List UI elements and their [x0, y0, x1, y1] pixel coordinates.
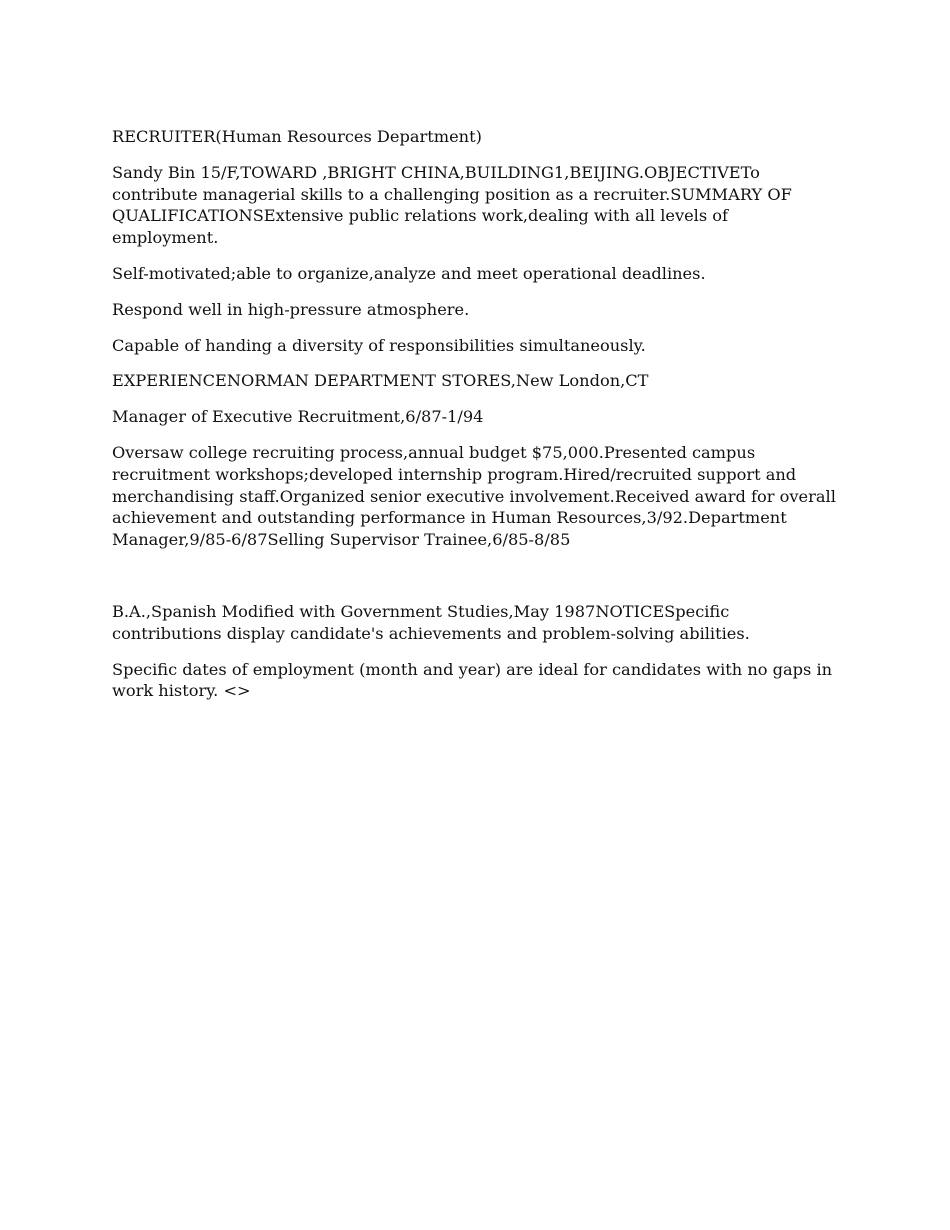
experience-heading: EXPERIENCENORMAN DEPARTMENT STORES,New London,CT [112, 371, 649, 391]
qualification-item: Respond well in high-pressure atmosphere. [112, 299, 470, 319]
job-description-paragraph: Oversaw college recruiting process,annual budget $75,000.Presented campus recruitment workshops;developed internship program.Hired/recruited support and merchandising staff.Organized senior executive involvement.Received award for overall achievement and outstanding performance in Human Resources,3/92.Department Manager,9/85-6/87Selling Supervisor Trainee,6/85-8/85 [112, 442, 836, 550]
contact-objective-summary-paragraph: Sandy Bin 15/F,TOWARD ,BRIGHT CHINA,BUILDING1,BEIJING.OBJECTIVETo contribute managerial skills to a challenging position as a recruiter.SUMMARY OF QUALIFICATIONSExtensive public relations work,dealing with all levels of employment. [112, 162, 792, 248]
education-notice-paragraph: B.A.,Spanish Modified with Government Studies,May 1987NOTICESpecific contributions display candidate's achievements and problem-solving abilities. [112, 601, 750, 643]
resume-title: RECRUITER(Human Resources Department) [112, 127, 482, 146]
qualification-item: Capable of handing a diversity of responsibilities simultaneously. [112, 335, 646, 355]
document-body [112, 126, 837, 716]
notice-paragraph: Specific dates of employment (month and year) are ideal for candidates with no gaps in work history. <> [112, 659, 833, 701]
job-title-line: Manager of Executive Recruitment,6/87-1/94 [112, 407, 484, 427]
qualification-item: Self-motivated;able to organize,analyze and meet operational deadlines. [112, 263, 706, 283]
